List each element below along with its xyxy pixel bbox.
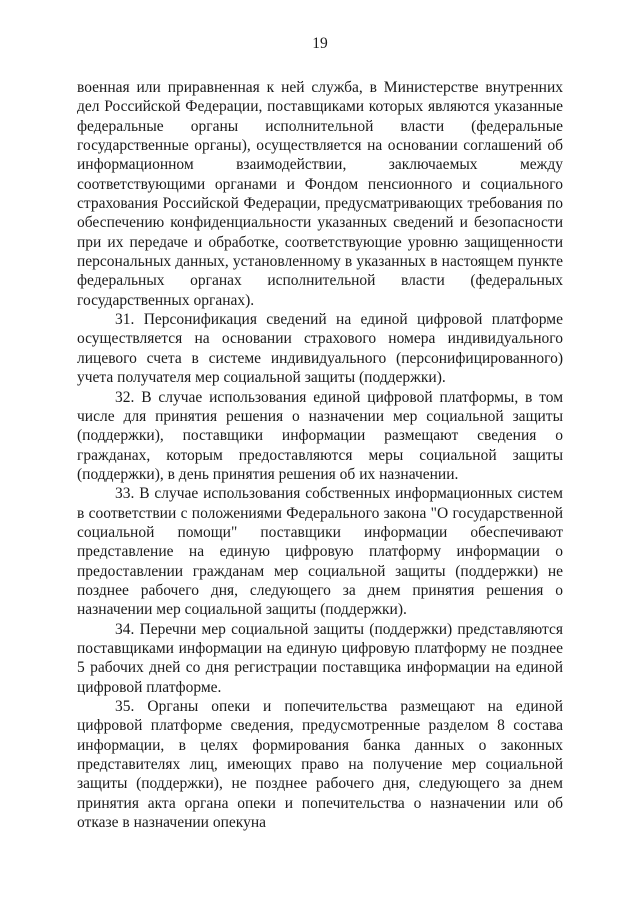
- paragraph-item-32: 32. В случае использования единой цифровой платформы, в том числе для принятия решения о назначении мер социальной защиты (поддержки), поставщики информации размещают сведения о гражданах, которым предоставляются меры социальной защиты (поддержки), в день принятия решения об их назначении.: [77, 388, 563, 483]
- document-body: [77, 78, 563, 832]
- paragraph-item-33: 33. В случае использования собственных информационных систем в соответствии с положениями Федерального закона "О государственной социальной помощи" поставщики информации обеспечивают представление на единую цифровую платформу информации о предоставлении гражданам мер социальной защиты (поддержки) не позднее рабочего дня, следующего за днем принятия решения о назначении мер социальной защиты (поддержки).: [77, 485, 563, 619]
- paragraph-continuation: военная или приравненная к ней служба, в Министерстве внутренних дел Российской Федерации, поставщиками которых являются указанные федеральные органы исполнительной власти (федеральные государственные органы), осуществляется на основании соглашений об информационном взаимодействии, заключаемых между соответствующими органами и Фондом пенсионного и социального страхования Российской Федерации, предусматривающих требования по обеспечению конфиденциальности указанных сведений и безопасности при их передаче и обработке, соответствующие уровню защищенности персональных данных, установленному в указанных в настоящем пункте федеральных органах исполнительной власти (федеральных государственных органах).: [77, 79, 563, 309]
- paragraph-item-34: 34. Перечни мер социальной защиты (поддержки) представляются поставщиками информации на единую цифровую платформу не позднее 5 рабочих дней со дня регистрации поставщика информации на единой цифровой платформе.: [77, 620, 563, 696]
- paragraph-item-31: 31. Персонификация сведений на единой цифровой платформе осуществляется на основании страхового номера индивидуального лицевого счета в системе индивидуального (персонифицированного) учета получателя мер социальной защиты (поддержки).: [77, 311, 563, 387]
- page-number: 19: [312, 35, 328, 52]
- paragraph-item-35: 35. Органы опеки и попечительства размещают на единой цифровой платформе сведения, предусмотренные разделом 8 состава информации, в целях формирования банка данных о законных представителях лиц, имеющих право на получение мер социальной защиты (поддержки), не позднее рабочего дня, следующего за днем принятия акта органа опеки и попечительства о назначении или об отказе в назначении опекуна: [77, 698, 563, 832]
